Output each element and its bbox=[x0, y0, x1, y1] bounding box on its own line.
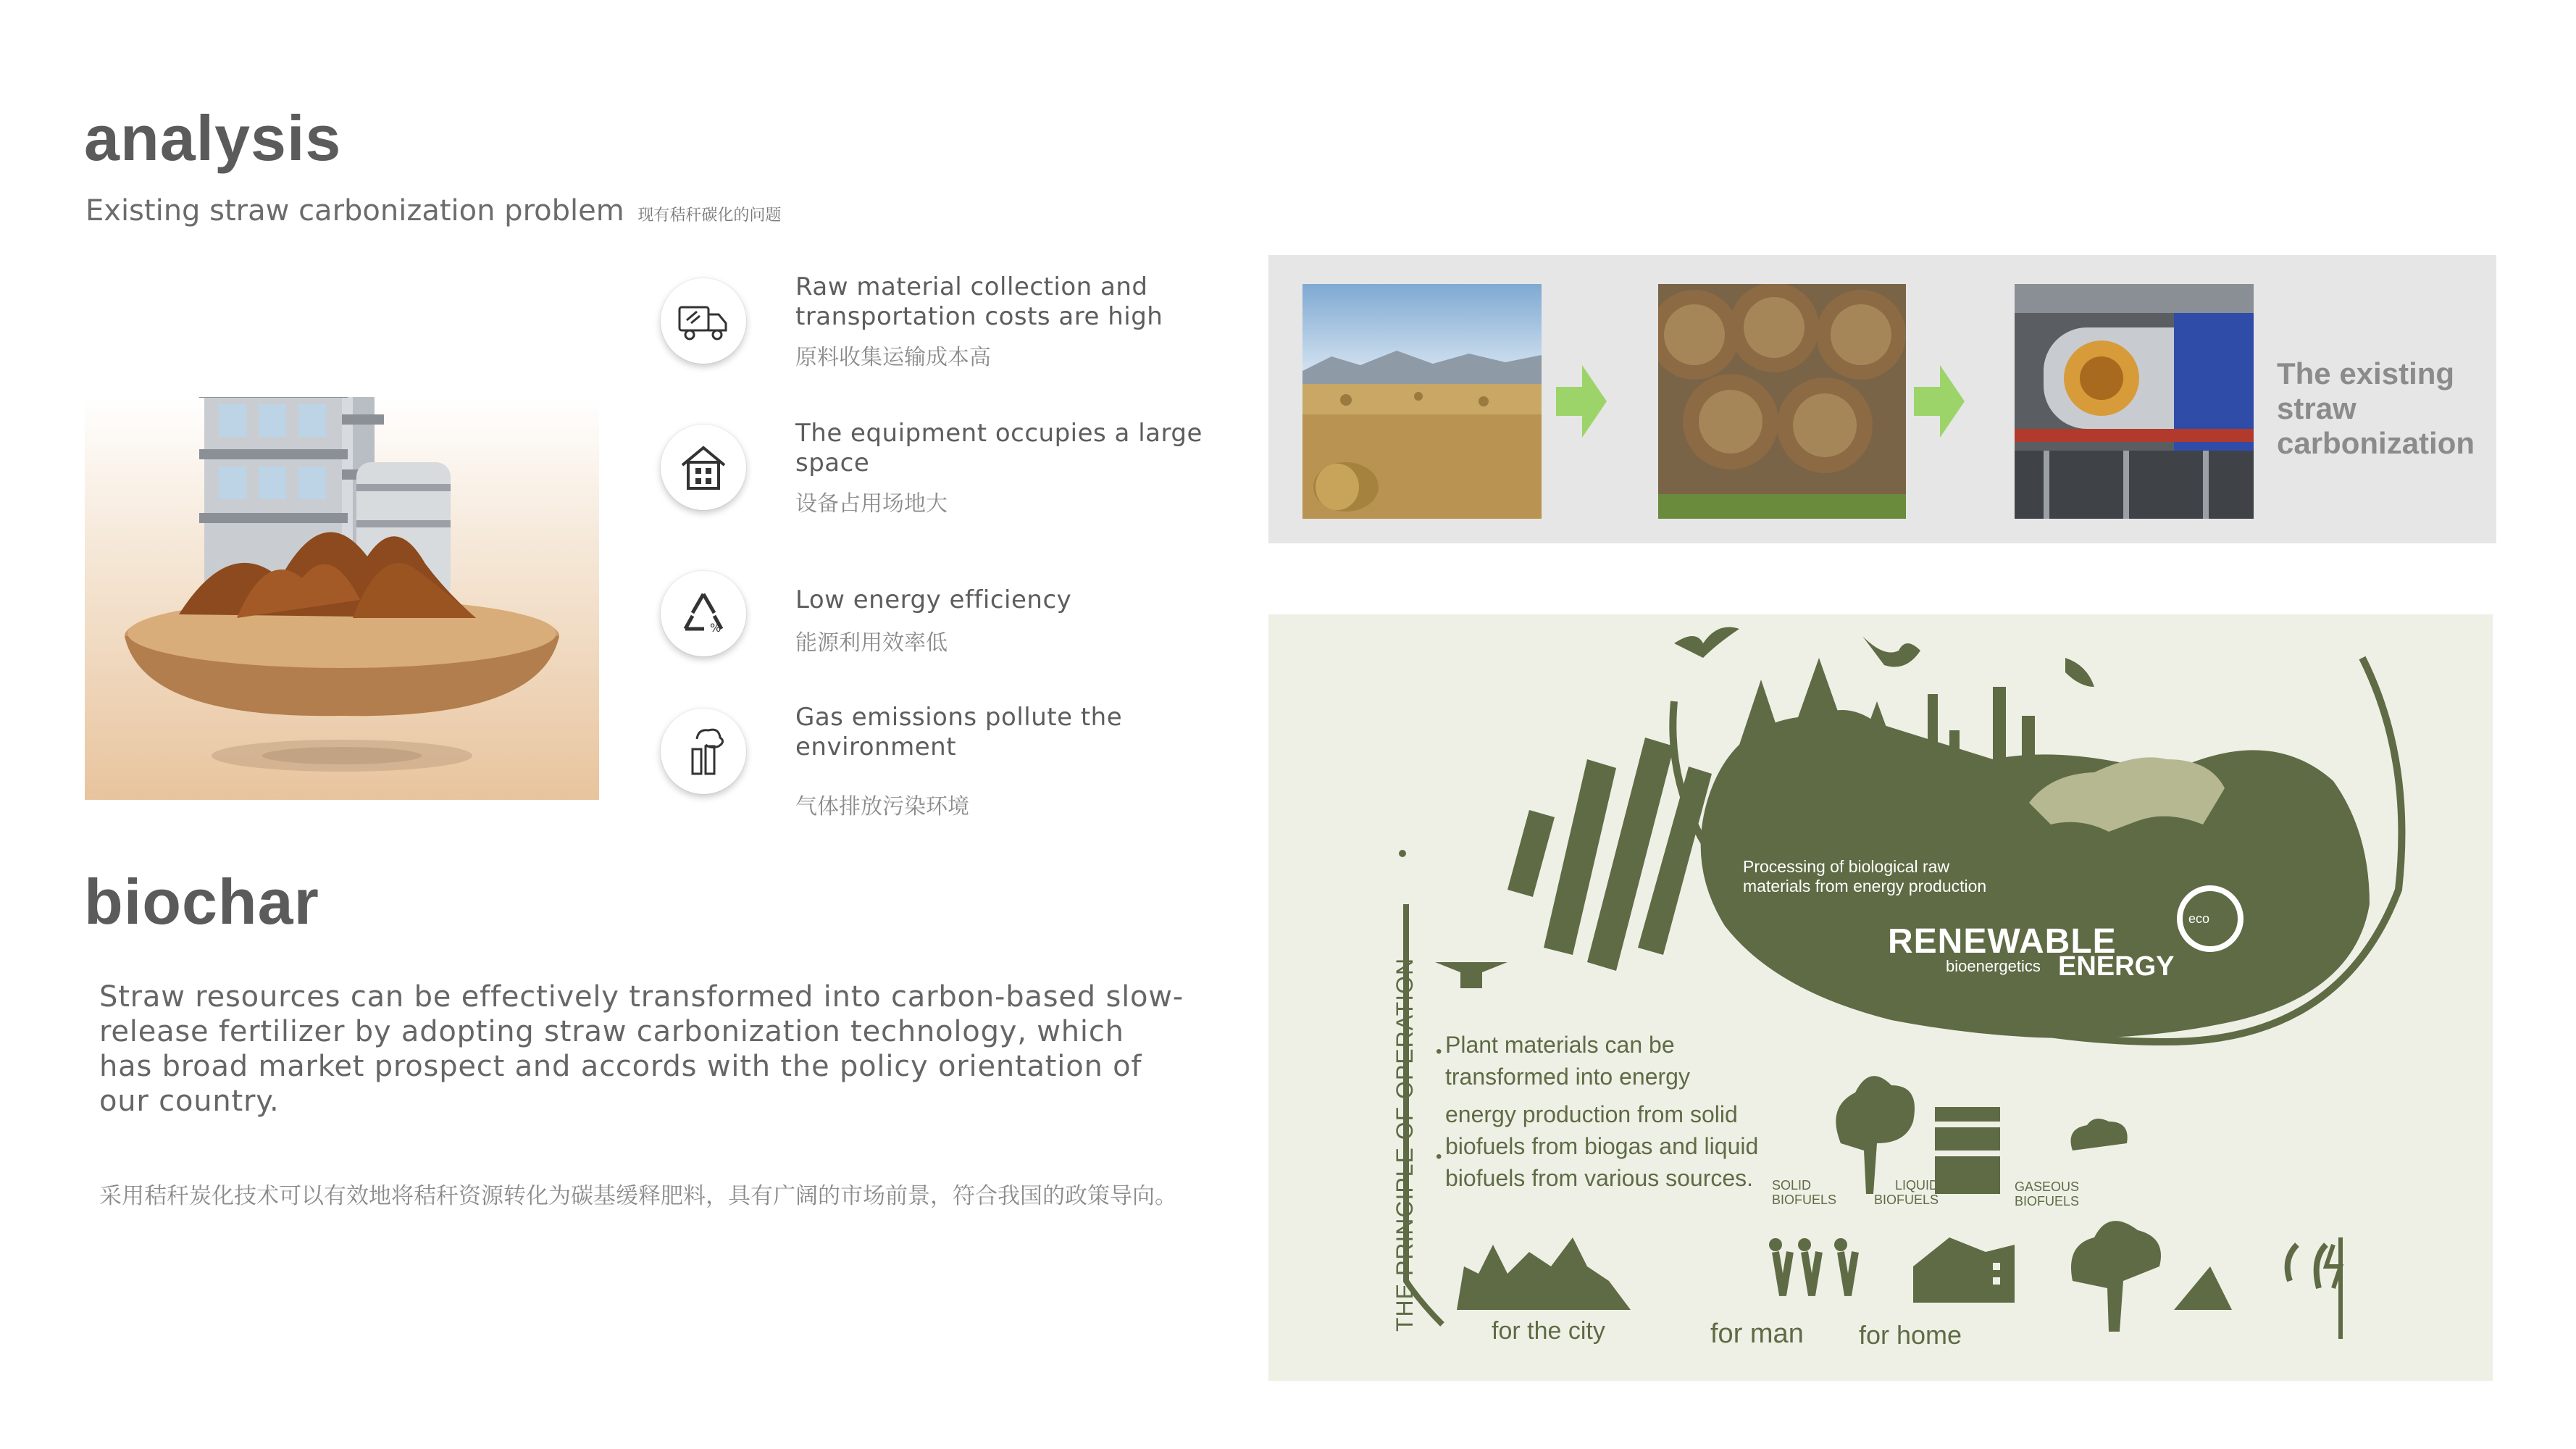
problem-text-en: Raw material collection and transportation costs are high bbox=[795, 272, 1163, 331]
for-the-city-label: for the city bbox=[1492, 1317, 1605, 1345]
problem-text-en: Gas emissions pollute the environment bbox=[795, 703, 1123, 761]
process-arrow-icon bbox=[1914, 365, 1965, 438]
svg-text:%: % bbox=[710, 621, 722, 635]
principle-vertical-label: THE PRINCIPLE OF OPERATION bbox=[1392, 957, 1418, 1332]
brand-renewable: RENEWABLE bbox=[1888, 922, 2117, 961]
bullet-dot-icon: • bbox=[1436, 1147, 1442, 1166]
biochar-description-en: Straw resources can be effectively transformed into carbon-based slow-release fertilizer by adopting straw carbonization technology, which has broad market prospect and accords with the policy orientation of our country. bbox=[99, 980, 1184, 1118]
for-man-label: for man bbox=[1710, 1319, 1804, 1349]
subtitle-en: Existing straw carbonization problem bbox=[85, 194, 624, 227]
problem-icon-circle bbox=[661, 425, 746, 510]
brand-energy: ENERGY bbox=[2058, 951, 2175, 982]
problem-item bbox=[661, 419, 1240, 535]
biochar-title: biochar bbox=[84, 866, 319, 938]
eco-badge: eco bbox=[2188, 911, 2210, 926]
building-icon bbox=[677, 440, 730, 494]
delivery-truck-icon bbox=[677, 294, 730, 348]
problem-text-cn: 气体排放污染环境 bbox=[795, 794, 969, 819]
analysis-title: analysis bbox=[84, 102, 342, 174]
problem-icon-circle bbox=[661, 709, 746, 794]
process-arrow-icon bbox=[1556, 365, 1607, 438]
subtitle-cn: 现有秸秆碳化的问题 bbox=[637, 206, 782, 225]
liquid-biofuels-label: LIQUID BIOFUELS bbox=[1873, 1178, 1939, 1207]
biochar-description-cn: 采用秸秆炭化技术可以有效地将秸秆资源转化为碳基缓释肥料，具有广阔的市场前景，符合我国的政策导向。 bbox=[99, 1183, 1177, 1209]
problem-item bbox=[661, 703, 1240, 819]
factory-illustration bbox=[85, 397, 599, 800]
bullet-dot-icon: • bbox=[1436, 1042, 1442, 1061]
processing-text: Processing of biological raw materials from energy production bbox=[1743, 857, 1987, 895]
solid-biofuels-label: SOLID BIOFUELS bbox=[1772, 1178, 1837, 1207]
problem-text-en: Low energy efficiency bbox=[795, 585, 1072, 614]
floating-factory-icon bbox=[85, 397, 599, 800]
problem-icon-circle bbox=[661, 278, 746, 364]
recycle-percent-icon bbox=[677, 587, 730, 640]
banner-caption: The existing straw carbonization bbox=[2277, 356, 2475, 460]
problem-text-cn: 原料收集运输成本高 bbox=[795, 345, 991, 370]
problem-icon-circle bbox=[661, 571, 746, 656]
bullet-energy-production: energy production from solid biofuels from biogas and liquid biofuels from various sources. bbox=[1445, 1101, 1759, 1191]
gaseous-biofuels-label: GASEOUS BIOFUELS bbox=[2015, 1179, 2080, 1208]
for-home-label: for home bbox=[1859, 1320, 1962, 1350]
renewable-energy-artwork bbox=[1268, 614, 2493, 1381]
carbonization-machine-photo bbox=[2015, 284, 2254, 519]
renewable-energy-infographic bbox=[1268, 614, 2493, 1381]
problem-item bbox=[661, 272, 1240, 388]
problem-text-cn: 设备占用场地大 bbox=[795, 491, 948, 517]
brand-bioenergetics: bioenergetics bbox=[1946, 957, 2041, 975]
carbonization-process-banner bbox=[1268, 255, 2496, 543]
problem-text-cn: 能源利用效率低 bbox=[795, 630, 948, 656]
bullet-plant-materials: Plant materials can be transformed into energy bbox=[1445, 1032, 1690, 1090]
problem-item bbox=[661, 565, 1240, 681]
straw-bales-photo bbox=[1658, 284, 1906, 519]
analysis-subtitle bbox=[85, 194, 781, 227]
field-hay-bales-photo bbox=[1302, 284, 1542, 519]
factory-smoke-icon bbox=[677, 724, 730, 778]
problem-text-en: The equipment occupies a large space bbox=[795, 419, 1203, 477]
